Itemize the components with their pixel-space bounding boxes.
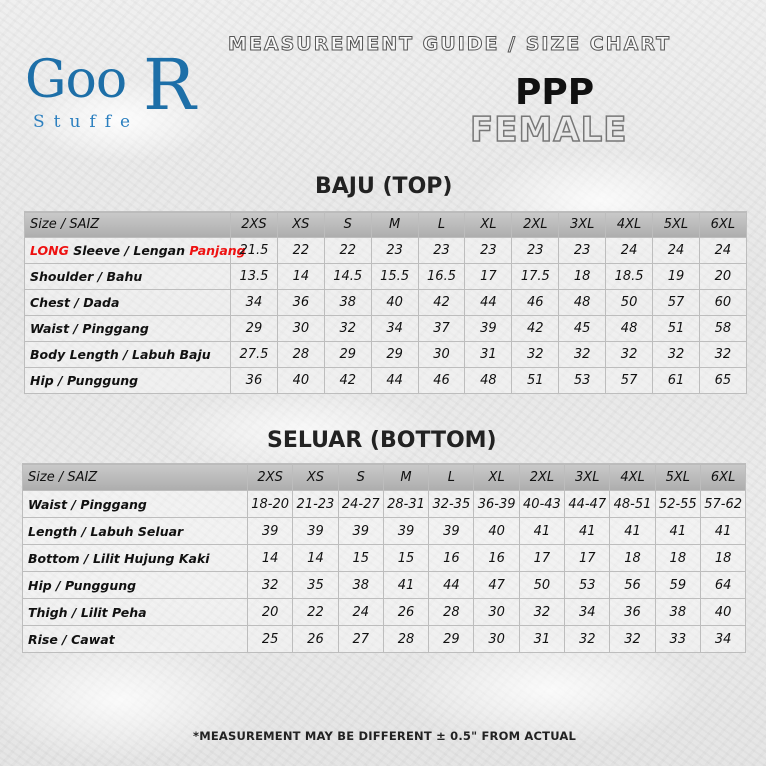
table-cell: 39 (383, 518, 428, 545)
table-cell: 17.5 (512, 264, 559, 290)
size-header: 2XS (248, 464, 293, 491)
size-header-label: Size / SAIZ (25, 212, 231, 238)
sleeve-mid-label: Sleeve / Lengan (68, 243, 190, 258)
table-cell: 22 (324, 238, 371, 264)
product-code: PPP (515, 72, 595, 113)
table-cell: 36-39 (474, 491, 519, 518)
table-cell: 14 (277, 264, 324, 290)
table-cell: 29 (371, 342, 418, 368)
table-row (25, 316, 747, 342)
table-cell: 16 (429, 545, 474, 572)
table-cell: 18.5 (606, 264, 653, 290)
table-cell: 17 (519, 545, 564, 572)
table-cell: 32 (324, 316, 371, 342)
table-cell: 15.5 (371, 264, 418, 290)
table-cell: 51 (512, 368, 559, 394)
table-cell: 60 (699, 290, 746, 316)
table-cell: 30 (474, 599, 519, 626)
table-header-row (23, 464, 746, 491)
table-cell: 30 (474, 626, 519, 653)
table-cell: 31 (519, 626, 564, 653)
table-cell: 18 (610, 545, 655, 572)
table-cell: 48 (559, 290, 606, 316)
table-cell: 29 (324, 342, 371, 368)
row-label: Hip / Punggung (23, 572, 248, 599)
size-header: M (383, 464, 428, 491)
table-cell: 40 (474, 518, 519, 545)
table-cell: 20 (699, 264, 746, 290)
logo-r-text: R (143, 44, 196, 126)
table-cell: 33 (655, 626, 700, 653)
table-cell: 18 (559, 264, 606, 290)
table-row (23, 491, 746, 518)
sleeve-panjang-label: Panjang (189, 243, 246, 258)
table-cell: 28 (277, 342, 324, 368)
table-cell: 41 (655, 518, 700, 545)
table-cell: 44 (465, 290, 512, 316)
table-cell: 44-47 (565, 491, 610, 518)
table-cell: 42 (512, 316, 559, 342)
size-header: 3XL (559, 212, 606, 238)
table-cell: 30 (418, 342, 465, 368)
table-cell: 24 (699, 238, 746, 264)
table-cell: 26 (293, 626, 338, 653)
table-cell: 38 (338, 572, 383, 599)
size-header: XL (474, 464, 519, 491)
gender-label: FEMALE (470, 110, 628, 150)
table-cell: 28-31 (383, 491, 428, 518)
table-cell: 16.5 (418, 264, 465, 290)
top-size-table (24, 211, 747, 394)
table-cell: 13.5 (231, 264, 278, 290)
size-header: L (429, 464, 474, 491)
row-label: Hip / Punggung (25, 368, 231, 394)
table-cell: 18-20 (248, 491, 293, 518)
table-cell: 28 (383, 626, 428, 653)
table-cell: 65 (699, 368, 746, 394)
table-cell: 56 (610, 572, 655, 599)
table-cell: 23 (512, 238, 559, 264)
table-cell: 18 (700, 545, 745, 572)
size-header-label: Size / SAIZ (23, 464, 248, 491)
table-cell: 20 (248, 599, 293, 626)
table-row (25, 368, 747, 394)
size-header: M (371, 212, 418, 238)
table-cell: 44 (429, 572, 474, 599)
table-cell: 21-23 (293, 491, 338, 518)
table-row (23, 572, 746, 599)
table-cell: 14 (248, 545, 293, 572)
table-cell: 34 (565, 599, 610, 626)
table-row (23, 545, 746, 572)
table-cell: 39 (429, 518, 474, 545)
table-cell: 36 (231, 368, 278, 394)
size-header: S (338, 464, 383, 491)
table-cell: 29 (429, 626, 474, 653)
table-cell: 51 (653, 316, 700, 342)
table-cell: 23 (418, 238, 465, 264)
table-cell: 42 (418, 290, 465, 316)
table-cell: 28 (429, 599, 474, 626)
table-cell: 41 (610, 518, 655, 545)
table-row (23, 626, 746, 653)
table-cell: 23 (559, 238, 606, 264)
table-cell: 36 (277, 290, 324, 316)
table-cell: 48-51 (610, 491, 655, 518)
table-header-row (25, 212, 747, 238)
table-cell: 40 (371, 290, 418, 316)
row-label: Thigh / Lilit Peha (23, 599, 248, 626)
logo-goo-text: Goo (25, 50, 127, 110)
table-cell: 32 (606, 342, 653, 368)
table-row (25, 238, 747, 264)
table-cell: 24 (338, 599, 383, 626)
guide-title: MEASUREMENT GUIDE / SIZE CHART (228, 33, 672, 55)
size-header: 6XL (699, 212, 746, 238)
size-header: 3XL (565, 464, 610, 491)
table-cell: 45 (559, 316, 606, 342)
table-row (25, 264, 747, 290)
table-cell: 32 (512, 342, 559, 368)
table-cell: 39 (338, 518, 383, 545)
sleeve-long-label: LONG (30, 243, 69, 258)
table-cell: 22 (293, 599, 338, 626)
size-header: XS (293, 464, 338, 491)
table-cell: 30 (277, 316, 324, 342)
brand-logo (25, 44, 215, 150)
table-cell: 57-62 (700, 491, 745, 518)
table-cell: 34 (700, 626, 745, 653)
bottom-size-table (22, 463, 746, 653)
table-cell: 18 (655, 545, 700, 572)
table-cell: 39 (248, 518, 293, 545)
table-cell: 61 (653, 368, 700, 394)
table-cell: 34 (231, 290, 278, 316)
table-cell: 14.5 (324, 264, 371, 290)
table-cell: 59 (655, 572, 700, 599)
table-cell: 38 (655, 599, 700, 626)
table-cell: 46 (512, 290, 559, 316)
table-cell: 32 (565, 626, 610, 653)
table-cell: 22 (277, 238, 324, 264)
table-cell: 32 (610, 626, 655, 653)
top-section-title: BAJU (TOP) (315, 174, 453, 199)
table-cell: 64 (700, 572, 745, 599)
table-cell: 47 (474, 572, 519, 599)
table-cell: 26 (383, 599, 428, 626)
size-header: XL (465, 212, 512, 238)
size-header: 5XL (655, 464, 700, 491)
table-row (23, 518, 746, 545)
table-cell: 46 (418, 368, 465, 394)
table-row (25, 290, 747, 316)
row-label (25, 238, 246, 264)
table-cell: 40 (277, 368, 324, 394)
row-label: Waist / Pinggang (25, 316, 231, 342)
table-cell: 35 (293, 572, 338, 599)
row-label: Bottom / Lilit Hujung Kaki (23, 545, 248, 572)
table-cell: 23 (371, 238, 418, 264)
table-cell: 36 (610, 599, 655, 626)
table-cell: 39 (293, 518, 338, 545)
size-header: 2XL (512, 212, 559, 238)
row-label: Waist / Pinggang (23, 491, 248, 518)
table-cell: 32 (248, 572, 293, 599)
size-header: 4XL (610, 464, 655, 491)
table-cell: 19 (653, 264, 700, 290)
table-cell: 57 (606, 368, 653, 394)
table-row (25, 342, 747, 368)
table-cell: 53 (559, 368, 606, 394)
table-cell: 24 (606, 238, 653, 264)
table-cell: 17 (565, 545, 610, 572)
table-cell: 44 (371, 368, 418, 394)
table-cell: 29 (231, 316, 278, 342)
table-cell: 58 (699, 316, 746, 342)
table-cell: 17 (465, 264, 512, 290)
size-header: 6XL (700, 464, 745, 491)
table-cell: 24-27 (338, 491, 383, 518)
table-cell: 14 (293, 545, 338, 572)
table-cell: 52-55 (655, 491, 700, 518)
size-header: XS (277, 212, 324, 238)
table-cell: 32 (653, 342, 700, 368)
table-cell: 16 (474, 545, 519, 572)
table-cell: 34 (371, 316, 418, 342)
row-label: Rise / Cawat (23, 626, 248, 653)
size-header: 5XL (653, 212, 700, 238)
table-cell: 50 (606, 290, 653, 316)
row-label: Chest / Dada (25, 290, 231, 316)
table-cell: 48 (465, 368, 512, 394)
table-cell: 31 (465, 342, 512, 368)
table-row (23, 599, 746, 626)
table-cell: 27 (338, 626, 383, 653)
table-cell: 40 (700, 599, 745, 626)
table-cell: 32 (559, 342, 606, 368)
bottom-section-title: SELUAR (BOTTOM) (267, 428, 497, 453)
size-header: 2XL (519, 464, 564, 491)
row-label: Shoulder / Bahu (25, 264, 231, 290)
row-label: Length / Labuh Seluar (23, 518, 248, 545)
measurement-footnote: *MEASUREMENT MAY BE DIFFERENT ± 0.5" FROM ACTUAL (193, 729, 577, 743)
table-cell: 23 (465, 238, 512, 264)
size-header: 2XS (231, 212, 278, 238)
table-cell: 41 (700, 518, 745, 545)
table-cell: 41 (383, 572, 428, 599)
size-header: 4XL (606, 212, 653, 238)
table-cell: 38 (324, 290, 371, 316)
size-header: L (418, 212, 465, 238)
table-cell: 57 (653, 290, 700, 316)
table-cell: 25 (248, 626, 293, 653)
table-cell: 41 (565, 518, 610, 545)
table-cell: 40-43 (519, 491, 564, 518)
table-cell: 37 (418, 316, 465, 342)
table-cell: 50 (519, 572, 564, 599)
table-cell: 53 (565, 572, 610, 599)
table-cell: 15 (338, 545, 383, 572)
table-cell: 15 (383, 545, 428, 572)
table-cell: 41 (519, 518, 564, 545)
table-cell: 48 (606, 316, 653, 342)
table-cell: 21.5 (231, 238, 278, 264)
table-cell: 24 (653, 238, 700, 264)
table-cell: 32 (699, 342, 746, 368)
table-cell: 27.5 (231, 342, 278, 368)
logo-subtitle: Stuffe (33, 112, 140, 132)
row-label: Body Length / Labuh Baju (25, 342, 231, 368)
table-cell: 39 (465, 316, 512, 342)
table-cell: 32 (519, 599, 564, 626)
size-header: S (324, 212, 371, 238)
table-cell: 32-35 (429, 491, 474, 518)
table-cell: 42 (324, 368, 371, 394)
